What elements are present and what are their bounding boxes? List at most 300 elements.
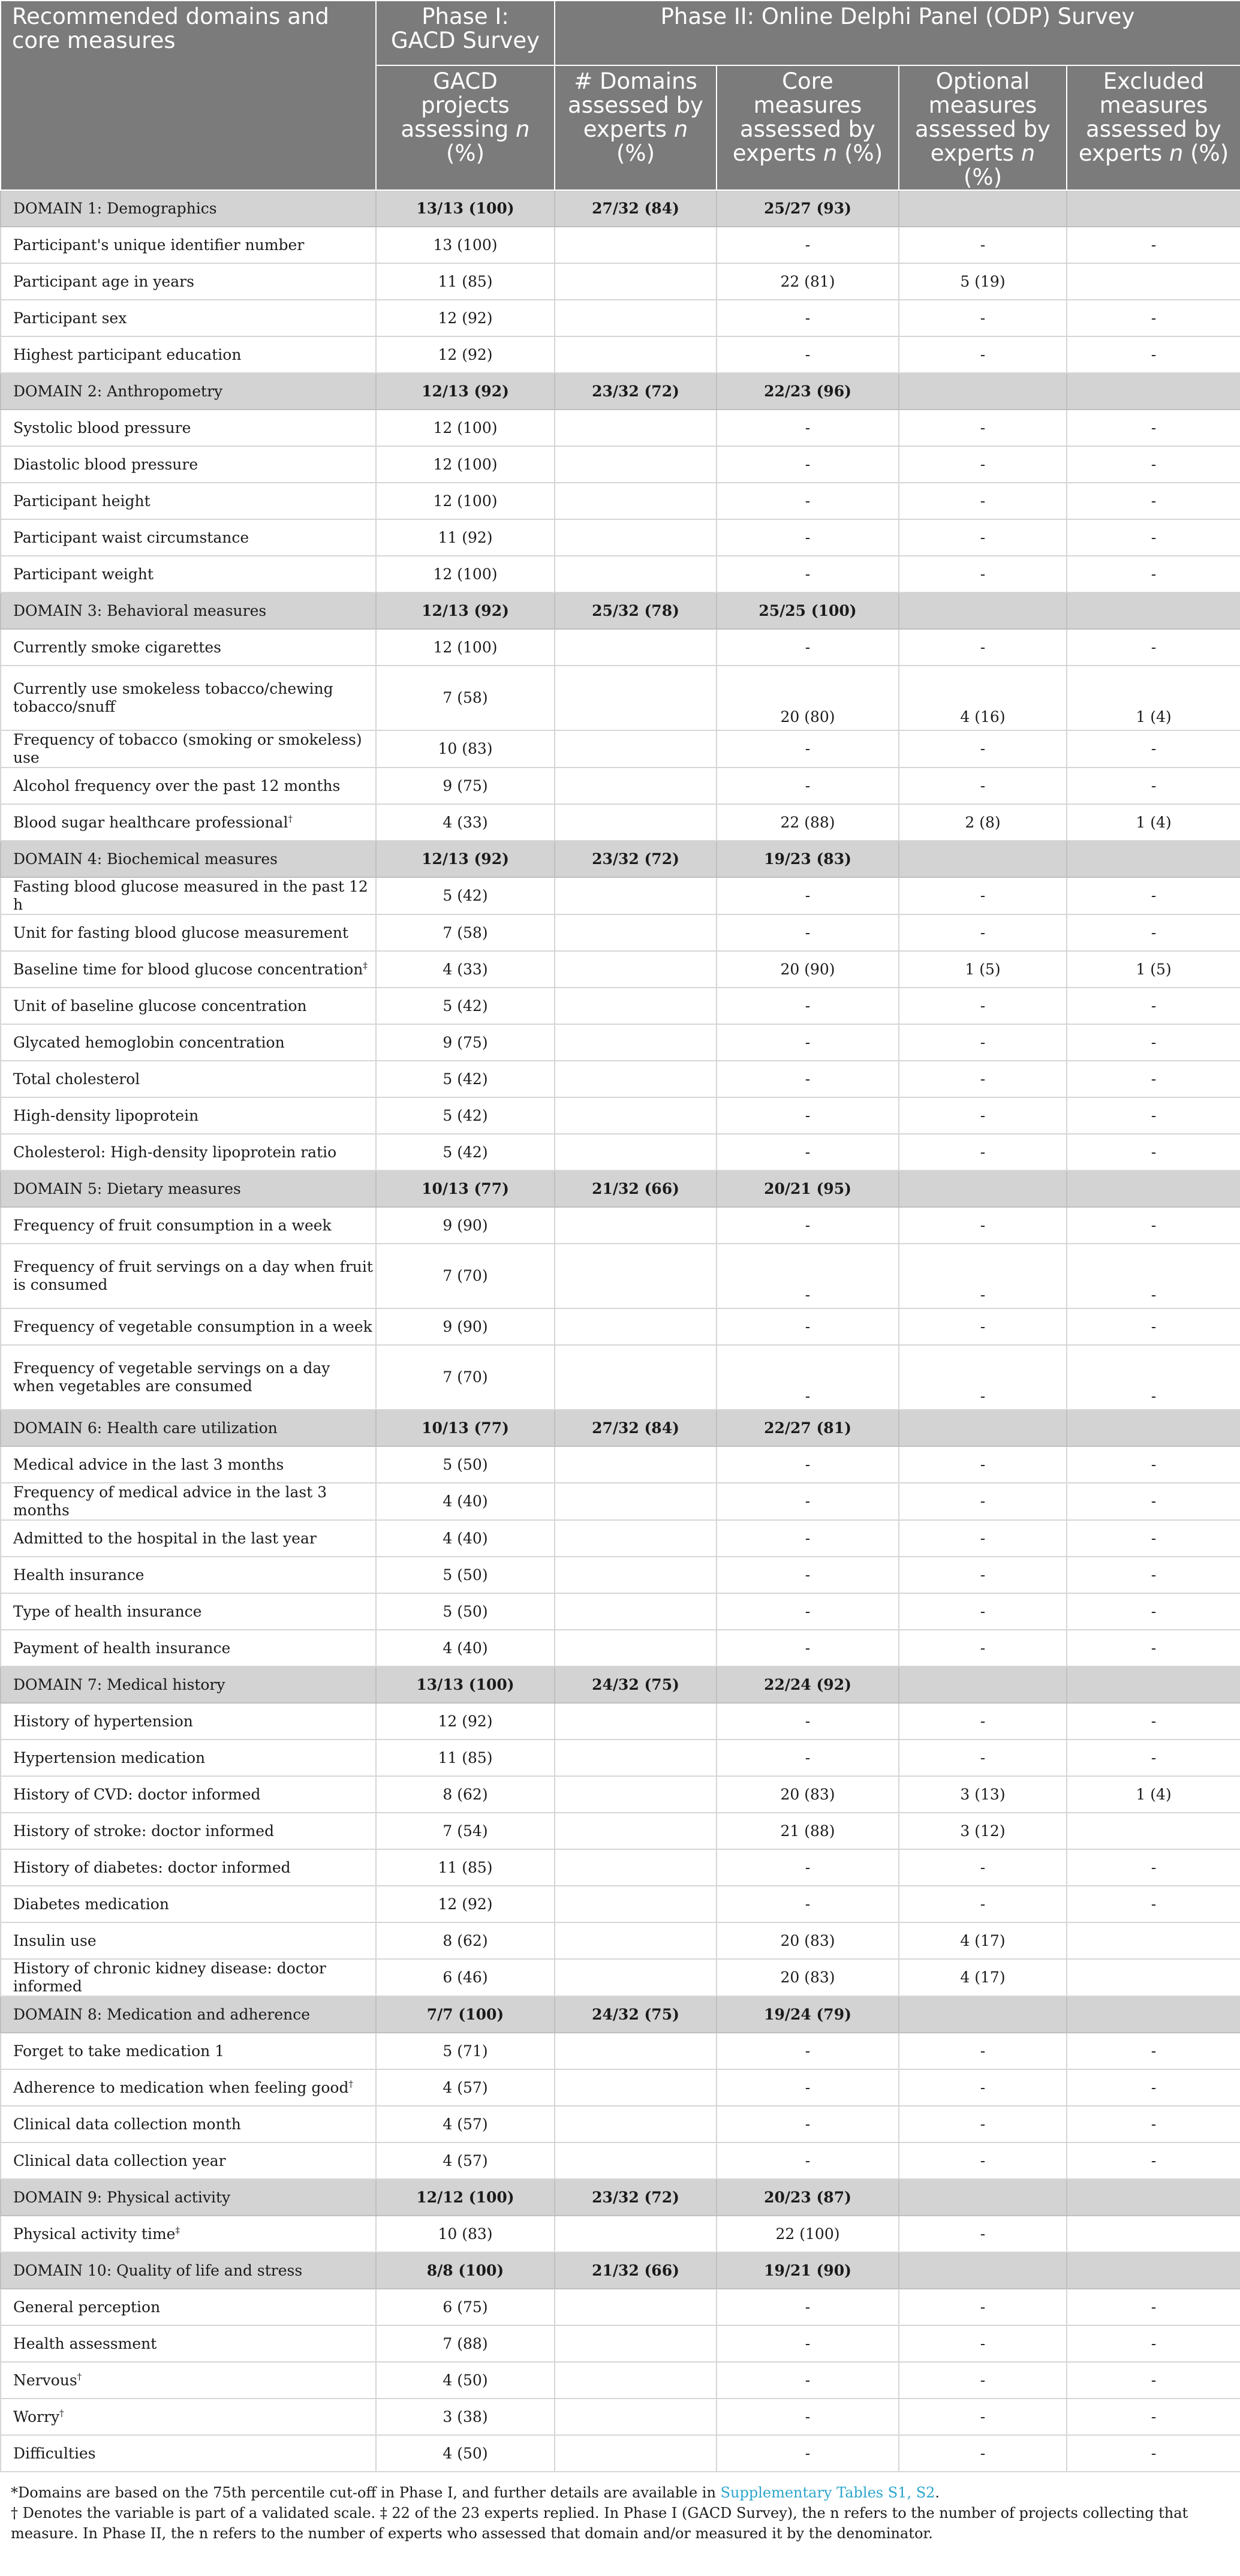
- measure-label: Diastolic blood pressure: [1, 446, 376, 483]
- header-gacd-projects: GACD projects assessing n (%): [376, 65, 555, 190]
- header-core-measures: Core measures assessed by experts n (%): [717, 65, 899, 190]
- domains-assessed-cell: [555, 2142, 717, 2179]
- excluded-measures-cell: [1067, 592, 1240, 629]
- excluded-measures-cell: 1 (4): [1067, 1776, 1240, 1813]
- optional-measures-cell: -: [899, 2216, 1067, 2252]
- measure-label: Clinical data collection month: [1, 2106, 376, 2142]
- domains-assessed-cell: [555, 1886, 717, 1922]
- domain-row: [1, 373, 1240, 410]
- core-measures-cell: 22 (88): [717, 804, 899, 841]
- domain-label: DOMAIN 6: Health care utilization: [1, 1410, 376, 1446]
- measure-label: High-density lipoprotein: [1, 1097, 376, 1134]
- excluded-measures-cell: -: [1067, 2399, 1240, 2435]
- excluded-measures-cell: -: [1067, 1703, 1240, 1740]
- table-row: [1, 1922, 1240, 1959]
- table-row: [1, 1520, 1240, 1557]
- table-row: [1, 1345, 1240, 1410]
- table-row: [1, 2216, 1240, 2252]
- optional-measures-cell: -: [899, 1024, 1067, 1061]
- excluded-measures-cell: [1067, 1170, 1240, 1207]
- gacd-projects-cell: 7 (54): [376, 1813, 555, 1849]
- domains-assessed-cell: [555, 988, 717, 1024]
- optional-measures-cell: -: [899, 2142, 1067, 2179]
- core-measures-cell: -: [717, 1557, 899, 1593]
- optional-measures-cell: -: [899, 1446, 1067, 1483]
- table-row: [1, 1630, 1240, 1666]
- optional-measures-cell: -: [899, 629, 1067, 666]
- optional-measures-cell: -: [899, 2289, 1067, 2325]
- domain-label: DOMAIN 3: Behavioral measures: [1, 592, 376, 629]
- core-measures-cell: -: [717, 1483, 899, 1520]
- gacd-projects-cell: 5 (42): [376, 1134, 555, 1170]
- excluded-measures-cell: -: [1067, 877, 1240, 914]
- optional-measures-cell: -: [899, 2399, 1067, 2435]
- measure-label: Total cholesterol: [1, 1061, 376, 1097]
- gacd-projects-cell: 12 (92): [376, 300, 555, 336]
- table-row: [1, 1886, 1240, 1922]
- gacd-projects-cell: 13 (100): [376, 227, 555, 263]
- optional-measures-cell: -: [899, 877, 1067, 914]
- measure-label: Hypertension medication: [1, 1740, 376, 1776]
- measure-label: Nervous†: [1, 2362, 376, 2399]
- excluded-measures-cell: -: [1067, 1097, 1240, 1134]
- measure-label: Glycated hemoglobin concentration: [1, 1024, 376, 1061]
- excluded-measures-cell: -: [1067, 1483, 1240, 1520]
- table-row: [1, 2362, 1240, 2399]
- gacd-projects-cell: 7 (88): [376, 2325, 555, 2362]
- table-row: [1, 263, 1240, 300]
- gacd-projects-cell: 11 (85): [376, 1740, 555, 1776]
- domains-assessed-cell: [555, 2362, 717, 2399]
- measure-label: Clinical data collection year: [1, 2142, 376, 2179]
- gacd-projects-cell: 4 (40): [376, 1483, 555, 1520]
- table-row: [1, 877, 1240, 914]
- table-row: [1, 1097, 1240, 1134]
- domains-assessed-cell: [555, 629, 717, 666]
- optional-measures-cell: -: [899, 446, 1067, 483]
- optional-measures-cell: -: [899, 410, 1067, 446]
- footnote-symbols: † Denotes the variable is part of a validated scale. ‡ 22 of the 23 experts replied. In Phase I (GACD Survey), the n refers to the number of projects collecting that measure. In Phase II, the n refers to the number of experts who assessed that domain and/or measured it by the denominator.: [11, 2505, 1188, 2542]
- core-measures-cell: -: [717, 1593, 899, 1630]
- measure-label: Forget to take medication 1: [1, 2033, 376, 2069]
- measure-label: Diabetes medication: [1, 1886, 376, 1922]
- optional-measures-cell: -: [899, 2362, 1067, 2399]
- excluded-measures-cell: [1067, 1666, 1240, 1703]
- core-measures-cell: -: [717, 300, 899, 336]
- excluded-measures-cell: -: [1067, 730, 1240, 768]
- domains-assessed-cell: 23/32 (72): [555, 373, 717, 410]
- measure-label: Cholesterol: High-density lipoprotein ratio: [1, 1134, 376, 1170]
- gacd-projects-cell: 4 (57): [376, 2069, 555, 2106]
- excluded-measures-cell: -: [1067, 1557, 1240, 1593]
- core-measures-cell: 20 (83): [717, 1959, 899, 1996]
- domains-assessed-cell: [555, 877, 717, 914]
- gacd-projects-cell: 13/13 (100): [376, 1666, 555, 1703]
- excluded-measures-cell: -: [1067, 227, 1240, 263]
- excluded-measures-cell: -: [1067, 2069, 1240, 2106]
- table-row: [1, 730, 1240, 768]
- gacd-projects-cell: 4 (40): [376, 1520, 555, 1557]
- gacd-projects-cell: 7 (58): [376, 666, 555, 730]
- footnote-marker: ‡: [363, 960, 368, 971]
- domain-label: DOMAIN 10: Quality of life and stress: [1, 2252, 376, 2289]
- measure-label: Unit for fasting blood glucose measurement: [1, 914, 376, 951]
- optional-measures-cell: -: [899, 730, 1067, 768]
- table-row: [1, 1061, 1240, 1097]
- measure-label: Participant waist circumstance: [1, 519, 376, 556]
- measure-label: Admitted to the hospital in the last year: [1, 1520, 376, 1557]
- domain-label: DOMAIN 7: Medical history: [1, 1666, 376, 1703]
- domains-assessed-cell: [555, 1593, 717, 1630]
- gacd-projects-cell: 9 (90): [376, 1207, 555, 1244]
- domains-assessed-cell: [555, 1244, 717, 1308]
- core-measures-cell: -: [717, 877, 899, 914]
- excluded-measures-cell: -: [1067, 1024, 1240, 1061]
- measure-label: Physical activity time‡: [1, 2216, 376, 2252]
- excluded-measures-cell: -: [1067, 1061, 1240, 1097]
- excluded-measures-cell: 1 (5): [1067, 951, 1240, 988]
- domains-assessed-cell: 25/32 (78): [555, 592, 717, 629]
- core-measures-cell: 22/27 (81): [717, 1410, 899, 1446]
- gacd-projects-cell: 4 (57): [376, 2106, 555, 2142]
- domain-row: [1, 2179, 1240, 2216]
- supplementary-tables-link[interactable]: Supplementary Tables S1, S2: [720, 2484, 935, 2501]
- table-row: [1, 2435, 1240, 2472]
- table-row: [1, 666, 1240, 730]
- core-measures-cell: 22/23 (96): [717, 373, 899, 410]
- optional-measures-cell: -: [899, 2435, 1067, 2472]
- optional-measures-cell: -: [899, 300, 1067, 336]
- domains-assessed-cell: [555, 336, 717, 373]
- domains-assessed-cell: 21/32 (66): [555, 2252, 717, 2289]
- footnote-marker: †: [77, 2371, 82, 2382]
- excluded-measures-cell: [1067, 1410, 1240, 1446]
- excluded-measures-cell: -: [1067, 2362, 1240, 2399]
- core-measures-cell: -: [717, 1740, 899, 1776]
- optional-measures-cell: -: [899, 556, 1067, 592]
- domains-assessed-cell: 23/32 (72): [555, 2179, 717, 2216]
- core-measures-cell: 20 (80): [717, 666, 899, 730]
- optional-measures-cell: -: [899, 988, 1067, 1024]
- domain-row: [1, 592, 1240, 629]
- domains-assessed-cell: 23/32 (72): [555, 841, 717, 877]
- optional-measures-cell: [899, 592, 1067, 629]
- gacd-projects-cell: 5 (42): [376, 1097, 555, 1134]
- gacd-projects-cell: 10/13 (77): [376, 1170, 555, 1207]
- table-row: [1, 1740, 1240, 1776]
- gacd-projects-cell: 5 (42): [376, 877, 555, 914]
- excluded-measures-cell: -: [1067, 1520, 1240, 1557]
- footnote-marker: ‡: [175, 2225, 180, 2236]
- gacd-projects-cell: 12/13 (92): [376, 592, 555, 629]
- measure-label: Frequency of vegetable servings on a day when vegetables are consumed: [1, 1345, 376, 1410]
- measure-label: Worry†: [1, 2399, 376, 2435]
- table-row: [1, 1593, 1240, 1630]
- gacd-projects-cell: 11 (85): [376, 1849, 555, 1886]
- optional-measures-cell: -: [899, 1308, 1067, 1345]
- excluded-measures-cell: -: [1067, 1134, 1240, 1170]
- optional-measures-cell: -: [899, 1345, 1067, 1410]
- core-measures-cell: 21 (88): [717, 1813, 899, 1849]
- optional-measures-cell: 4 (16): [899, 666, 1067, 730]
- gacd-projects-cell: 12 (92): [376, 1886, 555, 1922]
- domains-assessed-cell: [555, 519, 717, 556]
- domains-assessed-cell: [555, 2069, 717, 2106]
- header-domains-assessed: # Domains assessed by experts n (%): [555, 65, 717, 190]
- measure-label: Currently use smokeless tobacco/chewing tobacco/snuff: [1, 666, 376, 730]
- excluded-measures-cell: -: [1067, 629, 1240, 666]
- core-measures-cell: -: [717, 2399, 899, 2435]
- gacd-projects-cell: 3 (38): [376, 2399, 555, 2435]
- gacd-projects-cell: 7 (70): [376, 1244, 555, 1308]
- core-measures-cell: -: [717, 2106, 899, 2142]
- table-row: [1, 1308, 1240, 1345]
- gacd-projects-cell: 12 (100): [376, 556, 555, 592]
- domains-assessed-cell: [555, 1345, 717, 1410]
- core-measures-cell: 22 (81): [717, 263, 899, 300]
- optional-measures-cell: -: [899, 1061, 1067, 1097]
- optional-measures-cell: 3 (12): [899, 1813, 1067, 1849]
- excluded-measures-cell: -: [1067, 2106, 1240, 2142]
- measure-label: Insulin use: [1, 1922, 376, 1959]
- core-measures-cell: 25/27 (93): [717, 190, 899, 227]
- optional-measures-cell: [899, 373, 1067, 410]
- core-measures-cell: -: [717, 2142, 899, 2179]
- table-row: [1, 1557, 1240, 1593]
- domain-label: DOMAIN 9: Physical activity: [1, 2179, 376, 2216]
- core-measures-cell: 20 (83): [717, 1776, 899, 1813]
- gacd-projects-cell: 5 (42): [376, 988, 555, 1024]
- optional-measures-cell: -: [899, 1244, 1067, 1308]
- domains-assessed-cell: [555, 2399, 717, 2435]
- excluded-measures-cell: -: [1067, 1308, 1240, 1345]
- optional-measures-cell: [899, 1410, 1067, 1446]
- core-measures-cell: -: [717, 2325, 899, 2362]
- core-measures-cell: -: [717, 1134, 899, 1170]
- domain-row: [1, 1666, 1240, 1703]
- measure-label: Type of health insurance: [1, 1593, 376, 1630]
- excluded-measures-cell: -: [1067, 2435, 1240, 2472]
- gacd-projects-cell: 5 (50): [376, 1557, 555, 1593]
- optional-measures-cell: 3 (13): [899, 1776, 1067, 1813]
- excluded-measures-cell: -: [1067, 768, 1240, 804]
- optional-measures-cell: -: [899, 1483, 1067, 1520]
- gacd-projects-cell: 13/13 (100): [376, 190, 555, 227]
- core-measures-cell: -: [717, 1703, 899, 1740]
- core-measures-cell: -: [717, 2289, 899, 2325]
- optional-measures-cell: -: [899, 2325, 1067, 2362]
- measure-label: Health assessment: [1, 2325, 376, 2362]
- table-row: [1, 2069, 1240, 2106]
- excluded-measures-cell: -: [1067, 1630, 1240, 1666]
- optional-measures-cell: -: [899, 914, 1067, 951]
- gacd-projects-cell: 12/13 (92): [376, 373, 555, 410]
- domains-assessed-cell: 21/32 (66): [555, 1170, 717, 1207]
- domains-assessed-cell: 24/32 (75): [555, 1996, 717, 2033]
- table-row: [1, 1703, 1240, 1740]
- measure-label: Alcohol frequency over the past 12 months: [1, 768, 376, 804]
- core-measures-cell: -: [717, 483, 899, 519]
- domains-assessed-cell: 27/32 (84): [555, 1410, 717, 1446]
- table-row: [1, 227, 1240, 263]
- core-measures-cell: 20 (83): [717, 1922, 899, 1959]
- domain-label: DOMAIN 4: Biochemical measures: [1, 841, 376, 877]
- domain-label: DOMAIN 5: Dietary measures: [1, 1170, 376, 1207]
- domains-assessed-cell: [555, 666, 717, 730]
- table-row: [1, 1134, 1240, 1170]
- optional-measures-cell: 4 (17): [899, 1922, 1067, 1959]
- gacd-projects-cell: 7 (70): [376, 1345, 555, 1410]
- gacd-projects-cell: 5 (42): [376, 1061, 555, 1097]
- domains-assessed-cell: [555, 1446, 717, 1483]
- core-measures-cell: -: [717, 1849, 899, 1886]
- table-row: [1, 914, 1240, 951]
- table-row: [1, 336, 1240, 373]
- measure-label: Frequency of tobacco (smoking or smokeless) use: [1, 730, 376, 768]
- gacd-projects-cell: 4 (50): [376, 2362, 555, 2399]
- excluded-measures-cell: [1067, 263, 1240, 300]
- domains-assessed-cell: [555, 1959, 717, 1996]
- domains-assessed-cell: [555, 1483, 717, 1520]
- measure-label: Currently smoke cigarettes: [1, 629, 376, 666]
- optional-measures-cell: -: [899, 1134, 1067, 1170]
- measure-label: Blood sugar healthcare professional†: [1, 804, 376, 841]
- measure-label: Health insurance: [1, 1557, 376, 1593]
- measure-label: Medical advice in the last 3 months: [1, 1446, 376, 1483]
- excluded-measures-cell: -: [1067, 2033, 1240, 2069]
- footnote-marker: †: [288, 813, 293, 824]
- domain-label: DOMAIN 8: Medication and adherence: [1, 1996, 376, 2033]
- table-row: [1, 1776, 1240, 1813]
- domains-assessed-cell: [555, 263, 717, 300]
- excluded-measures-cell: -: [1067, 410, 1240, 446]
- table-row: [1, 988, 1240, 1024]
- domains-assessed-cell: [555, 300, 717, 336]
- core-measures-cell: -: [717, 1446, 899, 1483]
- optional-measures-cell: -: [899, 2033, 1067, 2069]
- core-measures-cell: -: [717, 629, 899, 666]
- optional-measures-cell: 1 (5): [899, 951, 1067, 988]
- optional-measures-cell: [899, 1996, 1067, 2033]
- measure-label: Highest participant education: [1, 336, 376, 373]
- measure-label: Difficulties: [1, 2435, 376, 2472]
- table-row: [1, 1024, 1240, 1061]
- excluded-measures-cell: -: [1067, 1345, 1240, 1410]
- gacd-projects-cell: 4 (50): [376, 2435, 555, 2472]
- gacd-projects-cell: 8 (62): [376, 1776, 555, 1813]
- core-measures-cell: -: [717, 227, 899, 263]
- excluded-measures-cell: -: [1067, 1207, 1240, 1244]
- excluded-measures-cell: -: [1067, 1244, 1240, 1308]
- excluded-measures-cell: -: [1067, 519, 1240, 556]
- core-measures-cell: 20/21 (95): [717, 1170, 899, 1207]
- excluded-measures-cell: -: [1067, 2325, 1240, 2362]
- gacd-projects-cell: 4 (40): [376, 1630, 555, 1666]
- table-row: [1, 446, 1240, 483]
- gacd-projects-cell: 9 (75): [376, 768, 555, 804]
- optional-measures-cell: -: [899, 1630, 1067, 1666]
- excluded-measures-cell: -: [1067, 1886, 1240, 1922]
- table-row: [1, 1849, 1240, 1886]
- optional-measures-cell: 5 (19): [899, 263, 1067, 300]
- excluded-measures-cell: [1067, 2216, 1240, 2252]
- gacd-projects-cell: 12 (100): [376, 410, 555, 446]
- excluded-measures-cell: [1067, 373, 1240, 410]
- excluded-measures-cell: [1067, 190, 1240, 227]
- gacd-projects-cell: 10 (83): [376, 2216, 555, 2252]
- domains-assessed-cell: [555, 1097, 717, 1134]
- domains-assessed-cell: 27/32 (84): [555, 190, 717, 227]
- excluded-measures-cell: [1067, 1996, 1240, 2033]
- domains-assessed-cell: [555, 1207, 717, 1244]
- core-measures-cell: -: [717, 1345, 899, 1410]
- table-body: [1, 190, 1240, 2472]
- core-measures-cell: 20/23 (87): [717, 2179, 899, 2216]
- optional-measures-cell: -: [899, 1593, 1067, 1630]
- measure-label: History of chronic kidney disease: doctor informed: [1, 1959, 376, 1996]
- excluded-measures-cell: -: [1067, 300, 1240, 336]
- core-measures-cell: -: [717, 519, 899, 556]
- optional-measures-cell: 4 (17): [899, 1959, 1067, 1996]
- core-measures-cell: -: [717, 768, 899, 804]
- optional-measures-cell: -: [899, 1740, 1067, 1776]
- table-row: [1, 2106, 1240, 2142]
- domains-assessed-cell: 24/32 (75): [555, 1666, 717, 1703]
- domain-label: DOMAIN 2: Anthropometry: [1, 373, 376, 410]
- table-row: [1, 2033, 1240, 2069]
- domains-assessed-cell: [555, 1557, 717, 1593]
- excluded-measures-cell: -: [1067, 1740, 1240, 1776]
- optional-measures-cell: -: [899, 227, 1067, 263]
- measure-label: Fasting blood glucose measured in the past 12 h: [1, 877, 376, 914]
- domains-assessed-cell: [555, 446, 717, 483]
- core-measures-cell: -: [717, 1630, 899, 1666]
- domains-assessed-cell: [555, 1520, 717, 1557]
- gacd-projects-cell: 12 (100): [376, 629, 555, 666]
- domains-assessed-cell: [555, 410, 717, 446]
- table-row: [1, 556, 1240, 592]
- gacd-projects-cell: 5 (50): [376, 1446, 555, 1483]
- domains-assessed-cell: [555, 1024, 717, 1061]
- domain-row: [1, 190, 1240, 227]
- gacd-projects-cell: 8 (62): [376, 1922, 555, 1959]
- domains-assessed-cell: [555, 730, 717, 768]
- measure-label: Systolic blood pressure: [1, 410, 376, 446]
- excluded-measures-cell: -: [1067, 988, 1240, 1024]
- table-row: [1, 483, 1240, 519]
- table-row: [1, 300, 1240, 336]
- domains-assessed-cell: [555, 768, 717, 804]
- gacd-projects-cell: 12 (92): [376, 336, 555, 373]
- optional-measures-cell: -: [899, 2106, 1067, 2142]
- core-measures-cell: -: [717, 446, 899, 483]
- table-header: [1, 1, 1240, 190]
- measure-label: Participant weight: [1, 556, 376, 592]
- optional-measures-cell: -: [899, 1207, 1067, 1244]
- gacd-projects-cell: 5 (50): [376, 1593, 555, 1630]
- domain-row: [1, 841, 1240, 877]
- gacd-projects-cell: 11 (92): [376, 519, 555, 556]
- core-measures-cell: -: [717, 1024, 899, 1061]
- domains-assessed-cell: [555, 2289, 717, 2325]
- optional-measures-cell: -: [899, 1520, 1067, 1557]
- gacd-projects-cell: 8/8 (100): [376, 2252, 555, 2289]
- core-measures-cell: 22 (100): [717, 2216, 899, 2252]
- gacd-projects-cell: 10/13 (77): [376, 1410, 555, 1446]
- domains-assessed-cell: [555, 804, 717, 841]
- table-row: [1, 1244, 1240, 1308]
- excluded-measures-cell: -: [1067, 483, 1240, 519]
